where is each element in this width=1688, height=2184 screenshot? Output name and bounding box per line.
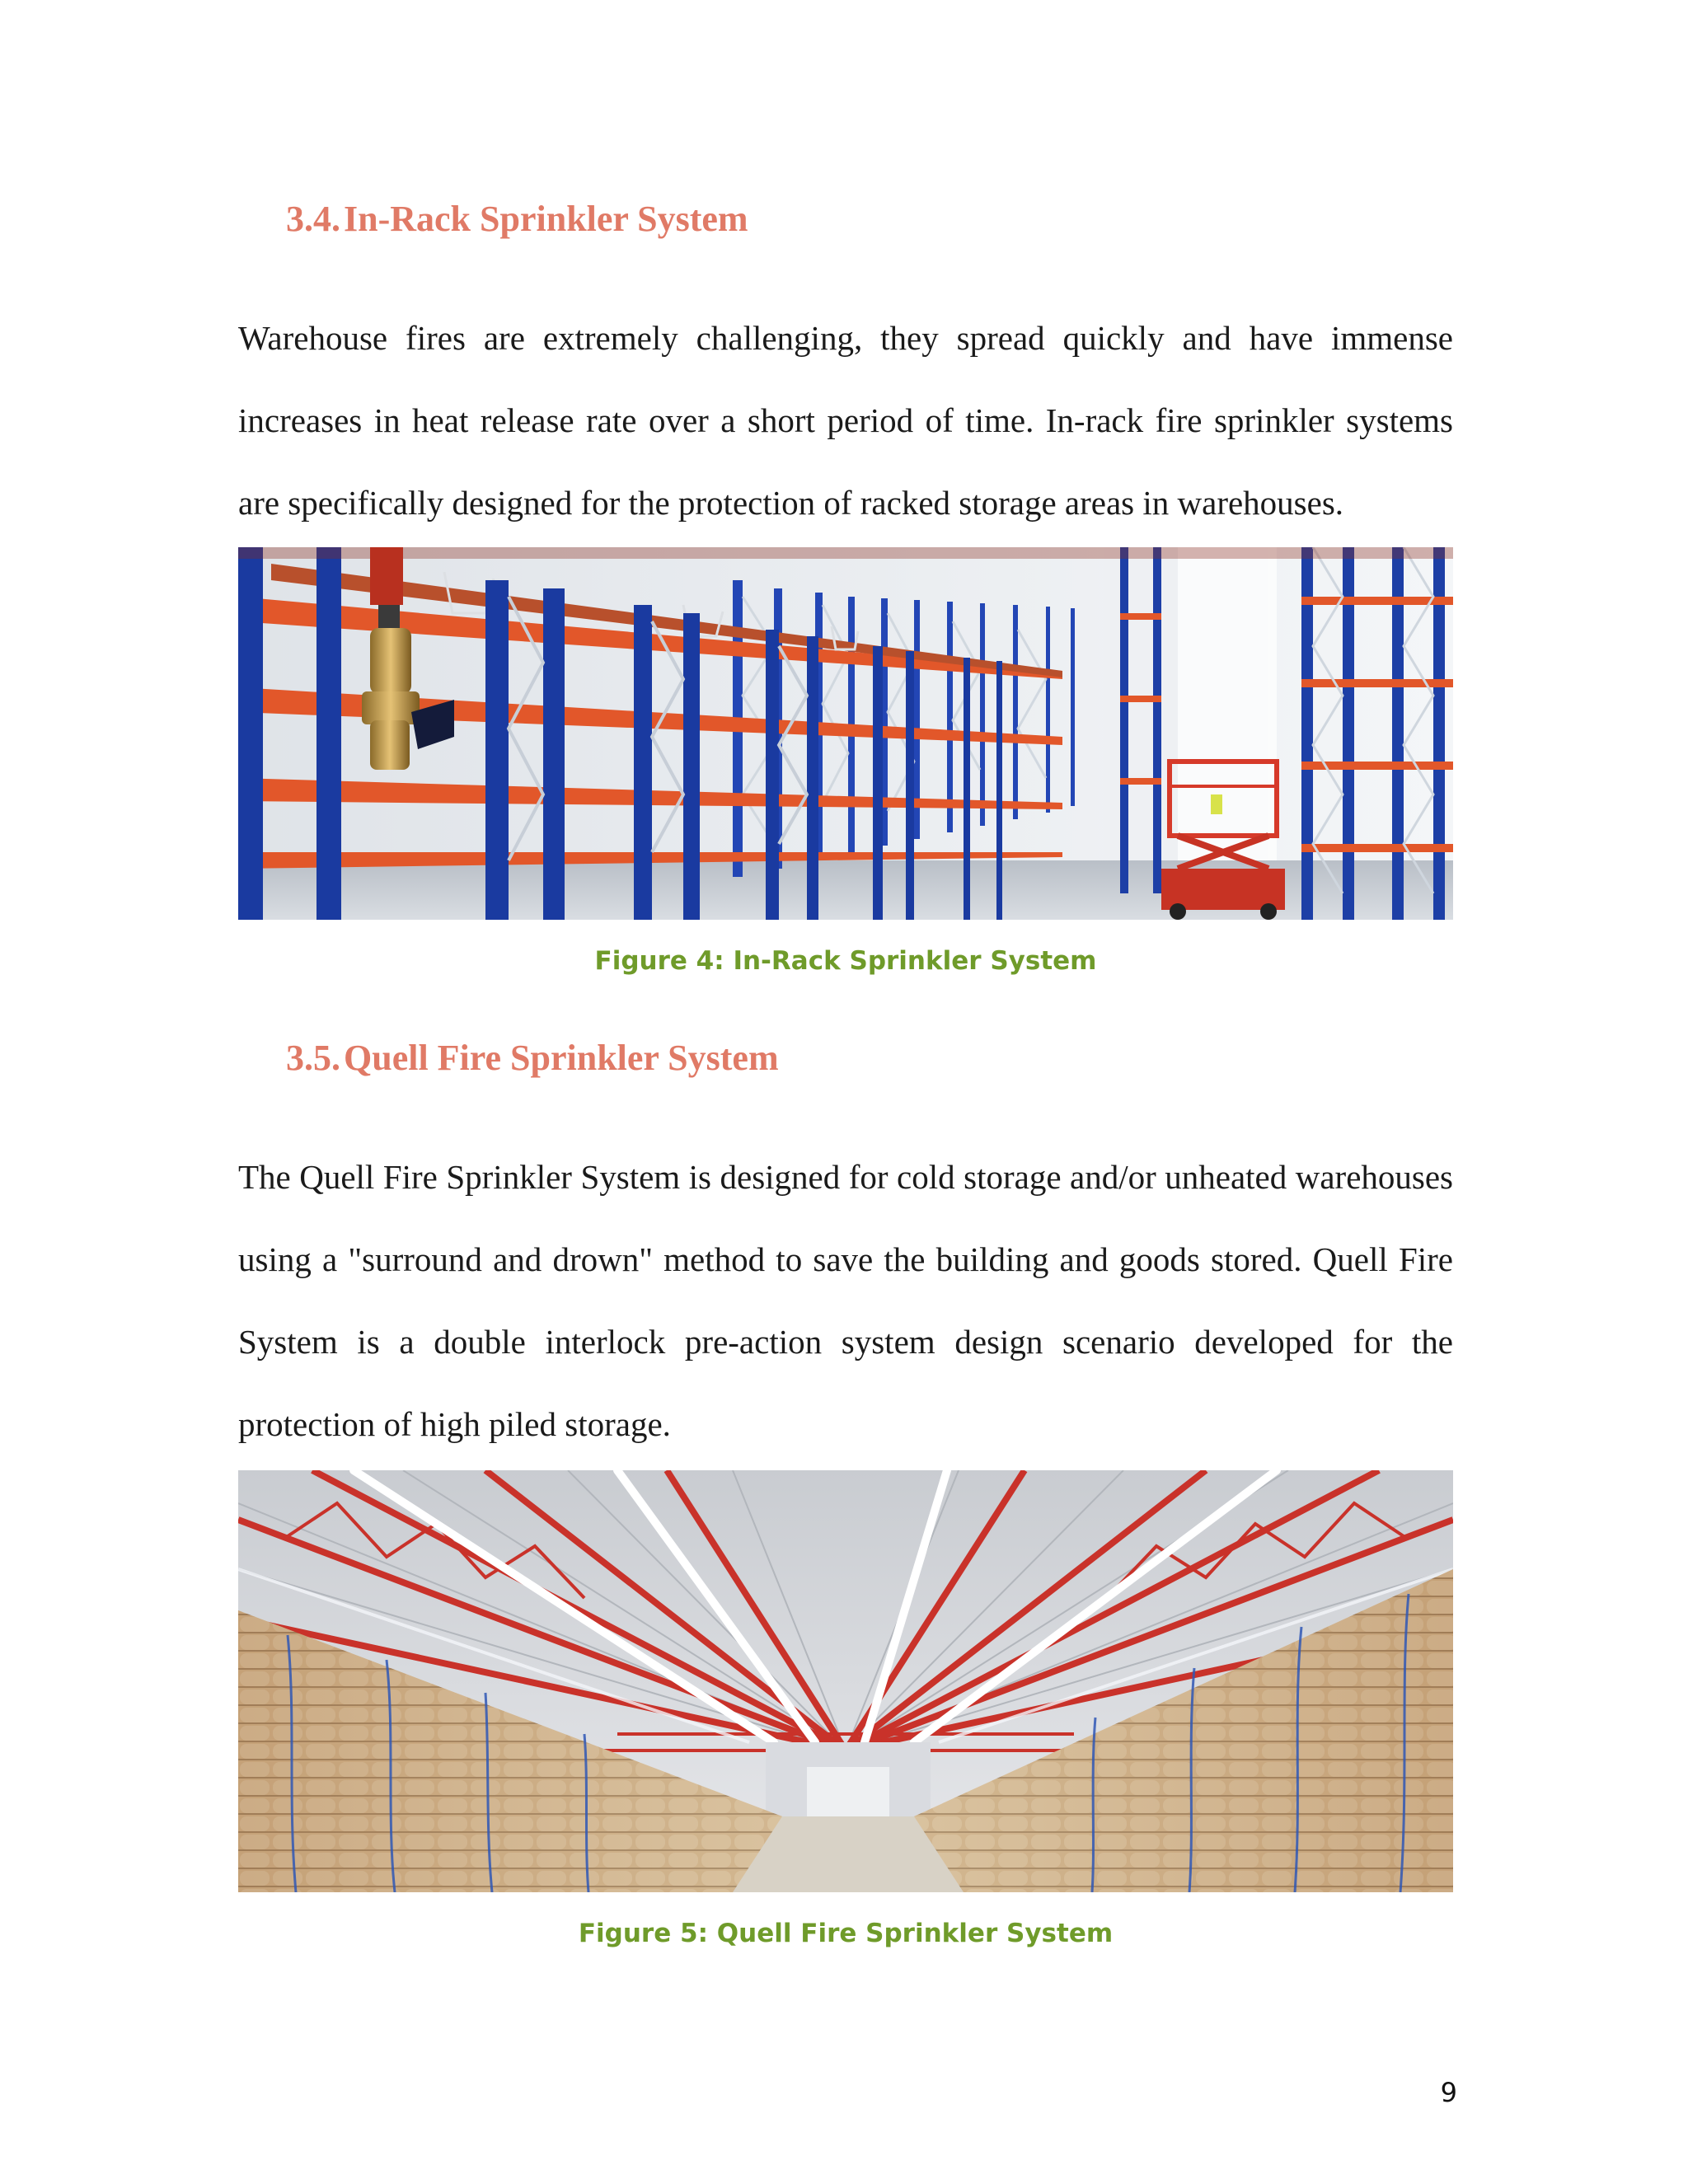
figure-5-caption: Figure 5: Quell Fire Sprinkler System <box>578 1919 1114 1948</box>
section-3-5-paragraph: The Quell Fire Sprinkler System is designed for cold storage and/or unheated warehouses using a "surround and drown" method to save the building and goods stored. Quell Fire System is a double interlock pre-action system design scenario developed for the protection of high piled storage. <box>238 1158 1453 1443</box>
section-3-5-heading <box>286 1037 779 1079</box>
section-number: 3.4. <box>286 199 340 239</box>
section-title: Quell Fire Sprinkler System <box>344 1038 779 1078</box>
in-rack-warehouse-illustration <box>238 547 1453 920</box>
section-title: In-Rack Sprinkler System <box>344 199 748 239</box>
page-number: 9 <box>1440 2077 1457 2108</box>
section-3-4-paragraph: Warehouse fires are extremely challenging, they spread quickly and have immense increases in heat release rate over a short period of time. In-rack fire sprinkler systems are specifically designed for the protection of racked storage areas in warehouses. <box>238 319 1453 522</box>
warehouse-aisle-illustration <box>238 1470 1453 1892</box>
section-number: 3.5. <box>286 1038 340 1078</box>
figure-4-image <box>238 547 1453 920</box>
figure-5-image <box>238 1470 1453 1892</box>
section-3-4-heading <box>286 198 748 240</box>
figure-4-caption: Figure 4: In-Rack Sprinkler System <box>594 946 1097 976</box>
